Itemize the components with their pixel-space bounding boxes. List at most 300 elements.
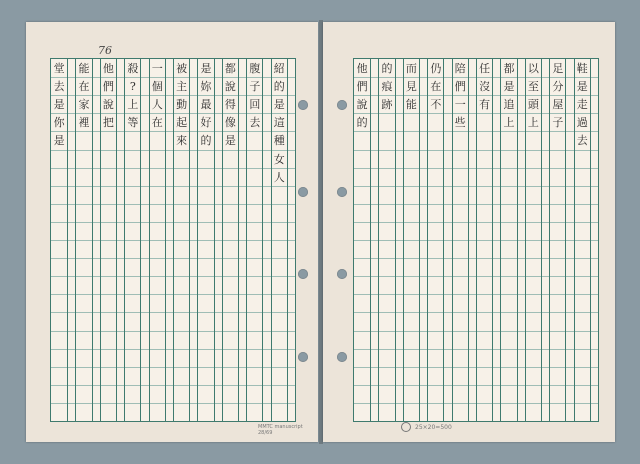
grid-cell [125, 367, 140, 385]
grid-cell [379, 349, 394, 367]
grid-cell: 說 [354, 95, 370, 113]
grid-cell [379, 294, 394, 312]
grid-cell [272, 367, 287, 385]
grid-cell: 去 [247, 113, 262, 131]
grid-cell [101, 222, 116, 240]
writing-column [75, 59, 91, 421]
grid-cell: 鞋 [576, 61, 588, 75]
grid-cell: 人 [272, 168, 287, 186]
grid-cell: 女 [272, 150, 287, 168]
grid-cell [575, 186, 590, 204]
grid-cell [51, 385, 67, 403]
grid-cell [404, 131, 419, 149]
grid-cell [247, 204, 262, 222]
column-gutter [67, 59, 75, 421]
grid-cell: 等 [125, 113, 140, 131]
grid-cell [428, 403, 443, 421]
grid-cell: 能 [404, 95, 419, 113]
grid-cell [428, 204, 443, 222]
grid-cell [501, 222, 516, 240]
grid-cell [526, 222, 541, 240]
grid-cell [198, 312, 213, 330]
grid-cell [575, 240, 590, 258]
grid-cell [174, 403, 189, 421]
grid-cell [379, 331, 394, 349]
grid-cell: 得 [223, 95, 238, 113]
punch-hole [298, 269, 308, 279]
punch-hole [337, 352, 347, 362]
grid-cell: 足 [552, 61, 564, 75]
grid-cell [125, 222, 140, 240]
archive-stamp: MMTC manuscript 28/69 [258, 424, 303, 436]
grid-cell [575, 312, 590, 330]
page-number: 76 [98, 44, 112, 57]
grid-cell [76, 186, 91, 204]
writing-column [354, 59, 370, 421]
grid-cell [477, 331, 492, 349]
grid-cell [453, 240, 468, 258]
grid-cell: 這 [272, 113, 287, 131]
grid-cell [101, 168, 116, 186]
grid-cell [428, 131, 443, 149]
grid-cell: 是 [272, 95, 287, 113]
grid-cell [550, 204, 565, 222]
column-gutter [214, 59, 222, 421]
grid-cell: 的 [272, 77, 287, 95]
grid-cell: 見 [404, 77, 419, 95]
grid-cell [150, 276, 165, 294]
grid-cell [247, 312, 262, 330]
grid-cell: ? [125, 77, 140, 95]
grid-cell: 分 [550, 77, 565, 95]
grid-cell [575, 222, 590, 240]
grid-cell [501, 240, 516, 258]
column-gutter [565, 59, 573, 421]
grid-cell: 跡 [379, 95, 394, 113]
grid-cell: 是 [575, 77, 590, 95]
grid-cell [404, 276, 419, 294]
grid-cell [526, 204, 541, 222]
grid-cell [198, 367, 213, 385]
grid-cell [575, 150, 590, 168]
grid-cell [198, 276, 213, 294]
grid-cell: 殺 [127, 61, 139, 75]
grid-cell [404, 186, 419, 204]
grid-cell [404, 204, 419, 222]
grid-cell: 最 [198, 95, 213, 113]
column-gutter [287, 59, 295, 421]
grid-cell [247, 276, 262, 294]
grid-cell [76, 294, 91, 312]
grid-cell [223, 276, 238, 294]
column-gutter [140, 59, 148, 421]
grid-cell: 主 [174, 77, 189, 95]
grid-cell [404, 385, 419, 403]
grid-cell: 是 [51, 95, 67, 113]
grid-cell [526, 240, 541, 258]
grid-cell: 任 [479, 61, 491, 75]
grid-cell [101, 385, 116, 403]
column-gutter [238, 59, 246, 421]
grid-cell [174, 168, 189, 186]
grid-cell [550, 131, 565, 149]
grid-cell: 過 [575, 113, 590, 131]
writing-column [403, 59, 419, 421]
grid-cell: 至 [526, 77, 541, 95]
grid-cell [247, 186, 262, 204]
grid-cell [150, 331, 165, 349]
grid-cell [272, 403, 287, 421]
column-gutter [419, 59, 427, 421]
grid-cell [354, 186, 370, 204]
grid-cell [51, 222, 67, 240]
grid-cell [101, 204, 116, 222]
grid-cell: 些 [453, 113, 468, 131]
grid-cell [379, 204, 394, 222]
grid-cell [76, 131, 91, 149]
grid-cell [51, 150, 67, 168]
grid-cell [575, 367, 590, 385]
writing-column [525, 59, 541, 421]
grid-cell [223, 204, 238, 222]
grid-cell [101, 186, 116, 204]
grid-cell [550, 385, 565, 403]
grid-cell [76, 168, 91, 186]
grid-cell: 在 [150, 113, 165, 131]
grid-cell [174, 186, 189, 204]
grid-cell [550, 186, 565, 204]
grid-cell [354, 258, 370, 276]
grid-cell [174, 258, 189, 276]
grid-cell [247, 131, 262, 149]
grid-cell [550, 150, 565, 168]
column-gutter [92, 59, 100, 421]
grid-cell [501, 331, 516, 349]
grid-cell [272, 186, 287, 204]
grid-cell [477, 349, 492, 367]
grid-cell: 走 [575, 95, 590, 113]
grid-cell [404, 331, 419, 349]
grid-cell [526, 312, 541, 330]
grid-cell [125, 168, 140, 186]
grid-cell [150, 312, 165, 330]
grid-cell: 妳 [198, 77, 213, 95]
grid-cell [51, 276, 67, 294]
grid-cell [174, 240, 189, 258]
grid-cell: 沒 [477, 77, 492, 95]
grid-cell [101, 403, 116, 421]
grid-cell: 的 [354, 113, 370, 131]
grid-cell [453, 186, 468, 204]
grid-cell [174, 312, 189, 330]
column-gutter [541, 59, 549, 421]
grid-cell [379, 186, 394, 204]
grid-cell [526, 331, 541, 349]
grid-cell [150, 349, 165, 367]
grid-cell [453, 331, 468, 349]
grid-cell: 一 [453, 95, 468, 113]
grid-cell [198, 385, 213, 403]
grid-cell [453, 276, 468, 294]
grid-cell: 他 [102, 61, 114, 75]
grid-cell [453, 349, 468, 367]
grid-cell [526, 186, 541, 204]
paper-spec-label: 25×20=500 [415, 423, 452, 431]
grid-cell [150, 385, 165, 403]
grid-cell [272, 294, 287, 312]
grid-cell: 人 [150, 95, 165, 113]
grid-cell [550, 403, 565, 421]
grid-cell [51, 331, 67, 349]
grid-cell [501, 312, 516, 330]
grid-cell [198, 240, 213, 258]
grid-cell [428, 312, 443, 330]
grid-cell: 有 [477, 95, 492, 113]
grid-cell [453, 312, 468, 330]
writing-column [271, 59, 287, 421]
grid-cell [247, 168, 262, 186]
grid-cell: 動 [174, 95, 189, 113]
grid-cell: 在 [428, 77, 443, 95]
grid-cell [174, 150, 189, 168]
column-gutter [370, 59, 378, 421]
grid-cell: 在 [76, 77, 91, 95]
grid-cell [526, 367, 541, 385]
grid-cell [428, 276, 443, 294]
column-gutter [443, 59, 451, 421]
grid-cell [354, 367, 370, 385]
grid-cell: 能 [78, 61, 90, 75]
grid-cell [526, 385, 541, 403]
grid-cell [526, 276, 541, 294]
column-gutter [492, 59, 500, 421]
grid-cell [174, 276, 189, 294]
writing-column [378, 59, 394, 421]
grid-cell [198, 349, 213, 367]
grid-cell [550, 222, 565, 240]
grid-cell [501, 131, 516, 149]
grid-cell [272, 240, 287, 258]
column-gutter [590, 59, 598, 421]
grid-cell [379, 276, 394, 294]
grid-cell: 屋 [550, 95, 565, 113]
grid-cell [198, 204, 213, 222]
grid-cell: 而 [405, 61, 417, 75]
grid-cell [125, 312, 140, 330]
grid-cell [550, 258, 565, 276]
grid-cell [404, 240, 419, 258]
grid-cell: 一 [151, 61, 163, 75]
grid-cell: 種 [272, 131, 287, 149]
punch-hole [337, 269, 347, 279]
grid-cell [247, 258, 262, 276]
grid-cell: 仍 [430, 61, 442, 75]
grid-cell [51, 204, 67, 222]
grid-cell [223, 312, 238, 330]
grid-cell [150, 186, 165, 204]
grid-cell [501, 294, 516, 312]
left-writing-grid [50, 58, 296, 422]
grid-cell [404, 312, 419, 330]
grid-cell [223, 186, 238, 204]
grid-cell [550, 349, 565, 367]
grid-cell [76, 204, 91, 222]
grid-cell [174, 385, 189, 403]
grid-cell [76, 331, 91, 349]
grid-cell [575, 349, 590, 367]
grid-cell: 子 [550, 113, 565, 131]
grid-cell [477, 150, 492, 168]
grid-cell [272, 204, 287, 222]
grid-cell: 的 [198, 131, 213, 149]
grid-cell [550, 240, 565, 258]
grid-cell [101, 240, 116, 258]
grid-cell [477, 168, 492, 186]
grid-cell [404, 150, 419, 168]
grid-cell [51, 186, 67, 204]
grid-cell [101, 331, 116, 349]
column-gutter [468, 59, 476, 421]
grid-cell: 紹 [273, 61, 285, 75]
grid-cell [501, 258, 516, 276]
grid-cell [379, 168, 394, 186]
grid-cell [575, 168, 590, 186]
grid-cell [51, 294, 67, 312]
writing-column [549, 59, 565, 421]
grid-cell [223, 240, 238, 258]
grid-cell [223, 168, 238, 186]
grid-cell: 他 [356, 61, 368, 75]
grid-cell [247, 331, 262, 349]
grid-cell [76, 349, 91, 367]
grid-cell [379, 312, 394, 330]
grid-cell [174, 294, 189, 312]
grid-cell [101, 312, 116, 330]
grid-cell [575, 403, 590, 421]
grid-cell [379, 367, 394, 385]
grid-cell [453, 385, 468, 403]
grid-cell: 說 [223, 77, 238, 95]
grid-cell [247, 150, 262, 168]
grid-cell [453, 131, 468, 149]
grid-cell: 家 [76, 95, 91, 113]
grid-cell [125, 349, 140, 367]
grid-cell [453, 222, 468, 240]
grid-cell [76, 222, 91, 240]
grid-cell [101, 294, 116, 312]
grid-cell: 把 [101, 113, 116, 131]
grid-cell [247, 240, 262, 258]
grid-cell [379, 258, 394, 276]
grid-cell [198, 403, 213, 421]
punch-hole [298, 352, 308, 362]
grid-cell: 去 [51, 77, 67, 95]
grid-cell [198, 150, 213, 168]
grid-cell [575, 331, 590, 349]
grid-cell [526, 403, 541, 421]
grid-cell [101, 150, 116, 168]
grid-cell [453, 294, 468, 312]
grid-cell: 都 [224, 61, 236, 75]
column-gutter [189, 59, 197, 421]
grid-cell: 不 [428, 95, 443, 113]
grid-cell [477, 258, 492, 276]
grid-cell [354, 294, 370, 312]
paper-spec-stamp [401, 422, 452, 432]
grid-cell [76, 150, 91, 168]
grid-cell [125, 294, 140, 312]
grid-cell [477, 240, 492, 258]
grid-cell [428, 294, 443, 312]
grid-cell [150, 150, 165, 168]
grid-cell [272, 276, 287, 294]
writing-column [574, 59, 590, 421]
grid-cell: 像 [223, 113, 238, 131]
grid-cell [354, 331, 370, 349]
right-writing-grid [353, 58, 599, 422]
grid-cell [526, 294, 541, 312]
grid-cell: 個 [150, 77, 165, 95]
grid-cell [223, 349, 238, 367]
grid-cell [247, 367, 262, 385]
grid-cell [76, 258, 91, 276]
grid-cell [379, 222, 394, 240]
grid-cell [51, 168, 67, 186]
grid-cell [477, 276, 492, 294]
grid-cell [477, 222, 492, 240]
grid-cell [404, 168, 419, 186]
grid-cell [125, 331, 140, 349]
grid-cell [51, 367, 67, 385]
grid-cell [526, 150, 541, 168]
grid-cell [125, 131, 140, 149]
grid-cell: 是 [200, 61, 212, 75]
grid-cell [76, 276, 91, 294]
grid-cell [501, 186, 516, 204]
grid-cell: 上 [526, 113, 541, 131]
grid-cell [428, 367, 443, 385]
punch-hole [337, 100, 347, 110]
grid-cell: 腹 [249, 61, 261, 75]
punch-hole [298, 187, 308, 197]
grid-cell [354, 349, 370, 367]
grid-cell [272, 222, 287, 240]
grid-cell [501, 367, 516, 385]
writing-column [476, 59, 492, 421]
writing-column [222, 59, 238, 421]
grid-cell [575, 258, 590, 276]
grid-cell [150, 258, 165, 276]
grid-cell [501, 276, 516, 294]
writing-column [500, 59, 516, 421]
left-manuscript-page [26, 22, 318, 442]
grid-cell [150, 403, 165, 421]
grid-cell [125, 186, 140, 204]
grid-cell [198, 331, 213, 349]
punch-hole [337, 187, 347, 197]
grid-cell [453, 168, 468, 186]
grid-cell: 起 [174, 113, 189, 131]
grid-cell: 去 [575, 131, 590, 149]
grid-cell [76, 312, 91, 330]
grid-cell [428, 168, 443, 186]
writing-column [197, 59, 213, 421]
grid-cell [272, 385, 287, 403]
grid-cell [51, 258, 67, 276]
grid-cell [101, 276, 116, 294]
grid-cell [575, 276, 590, 294]
writing-column [100, 59, 116, 421]
